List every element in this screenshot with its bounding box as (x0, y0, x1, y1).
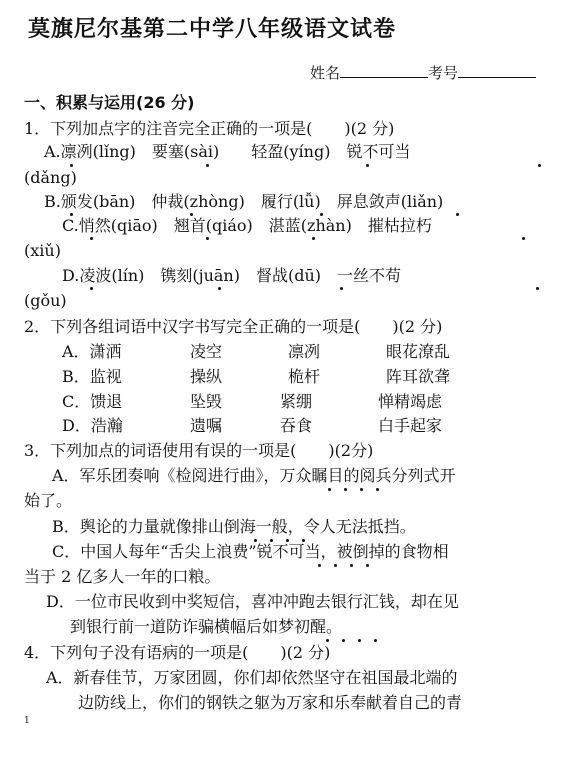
q2-d-4: 白手起家 (378, 416, 443, 435)
emphasis-dot (312, 237, 315, 240)
q1-option-c: C.悄然(qiāo) 翘首(qiáo) 湛蓝(zhàn) 摧枯拉朽 (62, 216, 432, 235)
emphasis-dot (344, 488, 347, 491)
emphasis-dot (270, 539, 273, 542)
q3-option-c-cont: 当于 2 亿多人一年的口粮。 (24, 567, 221, 586)
emphasis-dot (456, 213, 459, 216)
emphasis-dot (206, 237, 209, 240)
emphasis-dot (254, 539, 257, 542)
page-title: 莫旗尼尔基第二中学八年级语文试卷 (28, 17, 397, 42)
q2-c-3: 紧绷 (280, 392, 313, 411)
emphasis-dot (318, 564, 321, 567)
emphasis-dot (286, 539, 289, 542)
emphasis-dot (350, 564, 353, 567)
emphasis-dot (218, 287, 221, 290)
emphasis-dot (536, 287, 539, 290)
q3-option-b: B．舆论的力量就像排山倒海一般，令人无法抵挡。 (52, 517, 416, 536)
q2-b-2: 操纵 (190, 367, 223, 386)
emphasis-dot (360, 488, 363, 491)
emphasis-dot (70, 164, 73, 167)
q2-a-2: 凌空 (190, 342, 223, 361)
q4-option-a: A．新春佳节，万家团圆，你们却依然坚守在祖国最北端的 (46, 668, 458, 687)
emphasis-dot (342, 639, 345, 642)
emphasis-dot (334, 564, 337, 567)
name-label: 姓名 (310, 64, 341, 82)
q1-option-b: B.颁发(bān) 仲裁(zhòng) 履行(lǚ) 屏息敛声(liǎn) (44, 192, 444, 211)
page-number: 1 (24, 716, 30, 726)
q3-option-a-cont: 始了。 (24, 491, 73, 510)
emphasis-dot (70, 213, 73, 216)
q1-option-c-cont: (xiǔ) (24, 241, 61, 260)
emphasis-dot (190, 213, 193, 216)
q2-c-4: 惮精竭虑 (378, 392, 443, 411)
q1-stem: 1．下列加点字的注音完全正确的一项是( )(2 分) (24, 119, 395, 138)
q2-a-1: A．潇洒 (62, 342, 122, 361)
emphasis-dot (522, 237, 525, 240)
q3-option-d-cont: 到银行前一道防诈骗横幅后如梦初醒。 (70, 617, 343, 636)
q4-option-a-cont: 边防线上，你们的钢铁之躯为万家和乐奉献着自己的青 (78, 693, 463, 712)
emphasis-dot (320, 213, 323, 216)
emphasis-dot (326, 639, 329, 642)
emphasis-dot (538, 164, 541, 167)
q2-b-4: 阵耳欲聋 (386, 367, 451, 386)
q2-c-1: C．馈退 (62, 392, 123, 411)
emphasis-dot (374, 639, 377, 642)
emphasis-dot (206, 164, 209, 167)
q1-option-d-cont: (gǒu) (24, 291, 67, 310)
emphasis-dot (340, 287, 343, 290)
q2-a-3: 凛冽 (288, 342, 321, 361)
q4-stem: 4．下列句子没有语病的一项是( )(2 分) (24, 643, 331, 662)
q1-option-a: A.凛冽(lǐng) 要塞(sài) 轻盈(yíng) 锐不可当 (44, 142, 411, 161)
emphasis-dot (302, 539, 305, 542)
q3-option-a: A．军乐团奏响《检阅进行曲》，万众瞩目的阅兵分列式开 (52, 466, 456, 485)
q2-stem: 2．下列各组词语中汉字书写完全正确的一项是( )(2 分) (24, 317, 443, 336)
emphasis-dot (376, 488, 379, 491)
q1-option-a-cont: (dǎng) (24, 168, 77, 187)
q2-b-1: B．监视 (62, 367, 122, 386)
q2-c-2: 坠毁 (190, 392, 223, 411)
name-blank (340, 63, 428, 78)
emphasis-dot (358, 639, 361, 642)
emphasis-dot (90, 287, 93, 290)
q1-option-d: D.凌波(lín) 镌刻(juān) 督战(dū) 一丝不苟 (62, 266, 401, 285)
section-heading: 一、积累与运用(26 分) (24, 93, 195, 112)
q3-option-c: C．中国人每年“舌尖上浪费”锐不可当，被倒掉的食物相 (52, 542, 449, 561)
q2-d-1: D．浩瀚 (62, 416, 123, 435)
name-field (310, 63, 536, 83)
q2-d-3: 吞食 (280, 416, 313, 435)
q2-a-4: 眼花潦乱 (386, 342, 451, 361)
q2-b-3: 桅杆 (288, 367, 321, 386)
emphasis-dot (366, 164, 369, 167)
q3-stem: 3．下列加点的词语使用有误的一项是( )(2分) (24, 441, 374, 460)
emphasis-dot (90, 237, 93, 240)
emphasis-dot (366, 564, 369, 567)
exam-no-label: 考号 (428, 64, 459, 82)
emphasis-dot (328, 488, 331, 491)
q3-option-d: D．一位市民收到中奖短信，喜冲冲跑去银行汇钱，却在见 (46, 592, 459, 611)
q2-d-2: 遗嘱 (190, 416, 223, 435)
exam-no-blank (458, 63, 536, 78)
